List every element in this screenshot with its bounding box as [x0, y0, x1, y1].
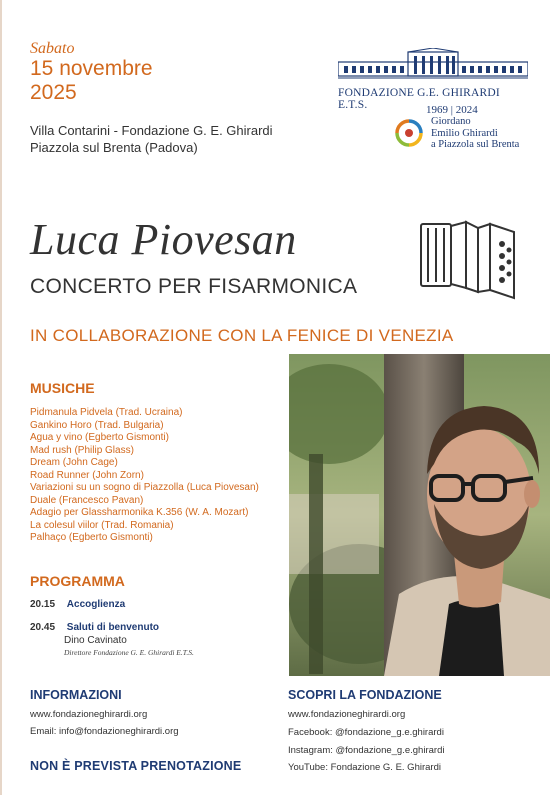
event-day: Sabato: [30, 40, 75, 57]
programma-time: 20.15: [30, 599, 56, 610]
discover-website-link[interactable]: www.fondazioneghirardi.org: [288, 709, 406, 720]
page-border: [0, 0, 2, 795]
foundation-name: FONDAZIONE G.E. GHIRARDI E.T.S.: [338, 87, 500, 111]
discover-heading: SCOPRI LA FONDAZIONE: [288, 688, 442, 702]
youtube-link[interactable]: YouTube: Fondazione G. E. Ghirardi: [288, 762, 441, 773]
anniversary-name: [431, 116, 519, 151]
concert-title: CONCERTO PER FISARMONICA: [30, 275, 358, 298]
venue: [30, 122, 273, 156]
venue-line-2: Piazzola sul Brenta (Padova): [30, 140, 198, 155]
info-website-link[interactable]: www.fondazioneghirardi.org: [30, 709, 148, 720]
anniversary-line-1: Giordano: [431, 116, 471, 127]
artist-photo: [289, 354, 550, 676]
villa-building-icon: [338, 48, 528, 80]
pieces-list: [30, 407, 259, 545]
programma-time: 20.45: [30, 622, 56, 633]
list-item: Duale (Francesco Pavan): [30, 494, 144, 506]
list-item: Variazioni su un sogno di Piazzolla (Luca Piovesan): [30, 482, 259, 493]
list-item: Mad rush (Philip Glass): [30, 444, 134, 456]
anniversary-line-2: Emilio Ghirardi: [431, 127, 498, 139]
event-date: [30, 57, 153, 105]
programma-item: [30, 622, 159, 633]
venue-line-1: Villa Contarini - Fondazione G. E. Ghirardi: [30, 123, 273, 138]
programma-label: Accoglienza: [66, 599, 126, 610]
programma-item: [30, 599, 125, 610]
foundation-logo: [338, 48, 528, 111]
list-item: Dream (John Cage): [30, 457, 118, 468]
event-year: 2025: [30, 81, 77, 104]
accordion-icon: [418, 218, 518, 303]
programma-heading: PROGRAMMA: [30, 573, 125, 589]
facebook-link[interactable]: Facebook: @fondazione_g.e.ghirardi: [288, 727, 444, 738]
no-booking-notice: NON È PREVISTA PRENOTAZIONE: [30, 759, 242, 773]
list-item: Palhaço (Egberto Gismonti): [30, 532, 153, 543]
list-item: Adagio per Glassharmonika K.356 (W. A. Mozart): [30, 507, 249, 518]
swirl-logo-icon: [392, 116, 426, 150]
instagram-link[interactable]: Instagram: @fondazione_g.e.ghirardi: [288, 745, 445, 756]
collaboration-line: IN COLLABORAZIONE CON LA FENICE DI VENEZIA: [30, 326, 454, 345]
programma-label: Saluti di benvenuto: [66, 622, 160, 633]
artist-name: Luca Piovesan: [30, 215, 297, 264]
info-email-link[interactable]: Email: info@fondazioneghirardi.org: [30, 726, 179, 737]
event-date-day-month: 15 novembre: [30, 57, 153, 80]
anniversary-line-3: a Piazzola sul Brenta: [431, 139, 520, 150]
list-item: La colesul viilor (Trad. Romania): [30, 519, 174, 531]
list-item: Agua y vino (Egberto Gismonti): [30, 432, 169, 443]
artist-portrait-image: [289, 354, 550, 676]
anniversary-years: 1969 | 2024: [426, 104, 478, 116]
list-item: Pidmanula Pidvela (Trad. Ucraina): [30, 407, 183, 418]
anniversary-logo: [390, 104, 540, 152]
info-heading: INFORMAZIONI: [30, 688, 122, 702]
speaker-name: Dino Cavinato: [64, 635, 127, 646]
list-item: Road Runner (John Zorn): [30, 469, 144, 481]
musiche-heading: MUSICHE: [30, 380, 95, 396]
speaker-role: Direttore Fondazione G. E. Ghirardi E.T.S.: [64, 648, 194, 657]
list-item: Gankino Horo (Trad. Bulgaria): [30, 419, 164, 431]
